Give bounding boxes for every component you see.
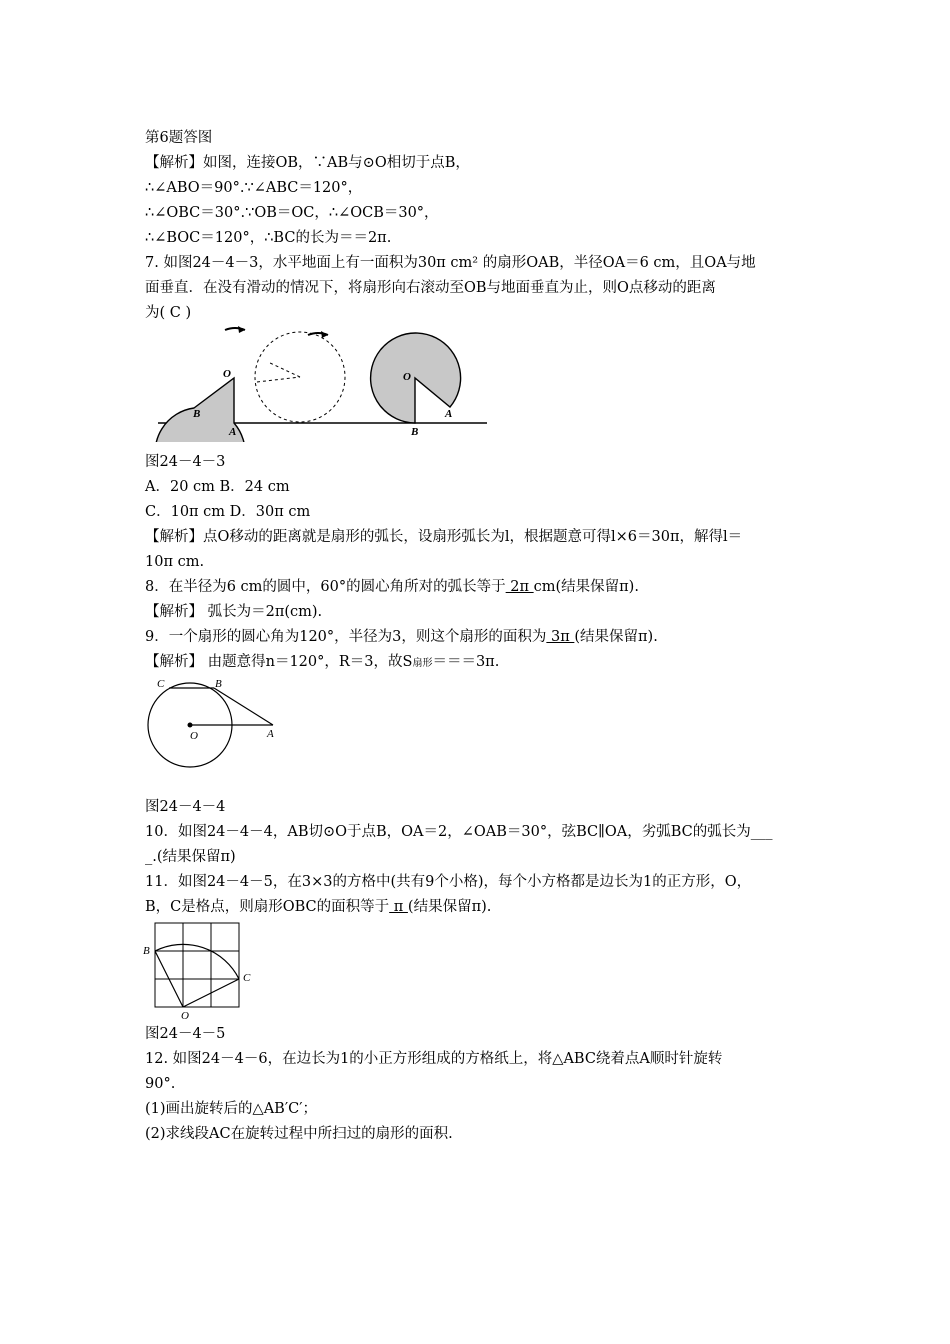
q11-text-b: (结果保留π). xyxy=(407,899,492,915)
grid-3x3 xyxy=(155,923,239,1007)
question-11-line-2 xyxy=(145,897,491,917)
question-8 xyxy=(145,577,639,597)
answer-figure-title: 第6题答图 xyxy=(145,130,213,146)
question-9 xyxy=(145,627,658,647)
label-A2: A xyxy=(445,408,453,420)
figure-caption-24-4-4: 图24－4－4 xyxy=(145,799,226,815)
figure-caption-24-4-3: 图24－4－3 xyxy=(145,454,226,470)
solution-6-line-2: ∴∠ABO＝90°.∵∠ABC＝120°， xyxy=(145,180,363,196)
tangent-AB xyxy=(214,688,273,725)
figure-24-4-3 xyxy=(150,322,495,442)
q9-sol-a: 【解析】 由题意得n＝120°，R＝3，故S xyxy=(145,654,413,670)
q8-answer-blank: 2π xyxy=(505,579,534,595)
question-7-line-3: 为( C ) xyxy=(145,305,192,321)
label-O: O xyxy=(190,730,198,742)
sector-dashed xyxy=(255,332,345,422)
q9-answer-blank: 3π xyxy=(546,629,575,645)
question-8-solution: 【解析】 弧长为＝2π(cm). xyxy=(145,604,323,620)
center-point xyxy=(188,723,193,728)
question-7-line-1: 7. 如图24－4－3，水平地面上有一面积为30π cm² 的扇形OAB，半径OA＝6 cm，且OA与地 xyxy=(145,255,756,271)
q9-sol-subscript: 扇形 xyxy=(412,658,433,669)
q9-text-a: 9．一个扇形的圆心角为120°，半径为3，则这个扇形的面积为 xyxy=(145,629,547,645)
question-12-part-2: (2)求线段AC在旋转过程中所扫过的扇形的面积. xyxy=(145,1126,453,1142)
label-A1: A xyxy=(229,426,237,438)
question-12-line-2: 90°. xyxy=(145,1076,176,1092)
arrow-head-icon xyxy=(238,326,245,333)
question-11-line-1: 11．如图24－4－5，在3×3的方格中(共有9个小格)，每个小方格都是边长为1的正方形，O， xyxy=(145,874,752,890)
figure-24-4-4 xyxy=(145,675,285,775)
arrow-head-icon xyxy=(321,331,328,338)
question-7-line-2: 面垂直．在没有滑动的情况下，将扇形向右滚动至OB与地面垂直为止，则O点移动的距离 xyxy=(145,280,716,296)
question-7-solution-1: 【解析】点O移动的距离就是扇形的弧长，设扇形弧长为l，根据题意可得l×6＝30π，解得l＝ xyxy=(145,529,743,545)
label-C: C xyxy=(157,678,165,690)
question-10-line-1: 10．如图24－4－4，AB切⊙O于点B，OA＝2，∠OAB＝30°，弦BC∥OA，劣弧BC的弧长为___ xyxy=(145,824,773,840)
arc-BC xyxy=(155,944,239,979)
solution-6-line-3: ∴∠OBC＝30°.∵OB＝OC，∴∠OCB＝30°， xyxy=(145,205,439,221)
question-12-line-1: 12. 如图24－4－6，在边长为1的小正方形组成的方格纸上，将△ABC绕着点A顺时针旋转 xyxy=(145,1051,723,1067)
question-10-line-2: _.(结果保留π) xyxy=(145,849,236,865)
figure-caption-24-4-5: 图24－4－5 xyxy=(145,1026,226,1042)
solution-6-text-1: 如图，连接OB，∵AB与⊙O相切于点B， xyxy=(203,155,470,171)
label-B: B xyxy=(215,678,222,690)
q11-text-a: B，C是格点，则扇形OBC的面积等于 xyxy=(145,899,390,915)
figure-24-4-5 xyxy=(142,918,257,1023)
q8-text-b: cm(结果保留π). xyxy=(533,579,639,595)
label-A: A xyxy=(267,728,274,740)
label-O: O xyxy=(181,1010,189,1022)
q8-text-a: 8．在半径为6 cm的圆中，60°的圆心角所对的弧长等于 xyxy=(145,579,506,595)
question-12-part-1: (1)画出旋转后的△AB′C′； xyxy=(145,1101,317,1117)
question-7-options-2: C．10π cm D．30π cm xyxy=(145,504,311,520)
solution-6-line-1 xyxy=(145,153,470,173)
question-7-solution-2: 10π cm. xyxy=(145,554,205,570)
label-B2: B xyxy=(411,426,419,438)
label-O2: O xyxy=(403,371,411,383)
question-9-solution xyxy=(145,652,499,674)
question-7-options-1: A．20 cm B．24 cm xyxy=(145,479,290,495)
q9-sol-b: ＝＝＝3π. xyxy=(432,654,500,670)
q9-text-b: (结果保留π). xyxy=(574,629,658,645)
label-B: B xyxy=(143,945,150,957)
label-C: C xyxy=(243,972,251,984)
solution-label: 【解析】 xyxy=(145,155,203,171)
label-O1: O xyxy=(223,368,231,380)
solution-6-line-4: ∴∠BOC＝120°，∴BC的长为＝＝2π. xyxy=(145,230,392,246)
label-B1: B xyxy=(193,408,201,420)
q11-answer-blank: π xyxy=(389,899,408,915)
